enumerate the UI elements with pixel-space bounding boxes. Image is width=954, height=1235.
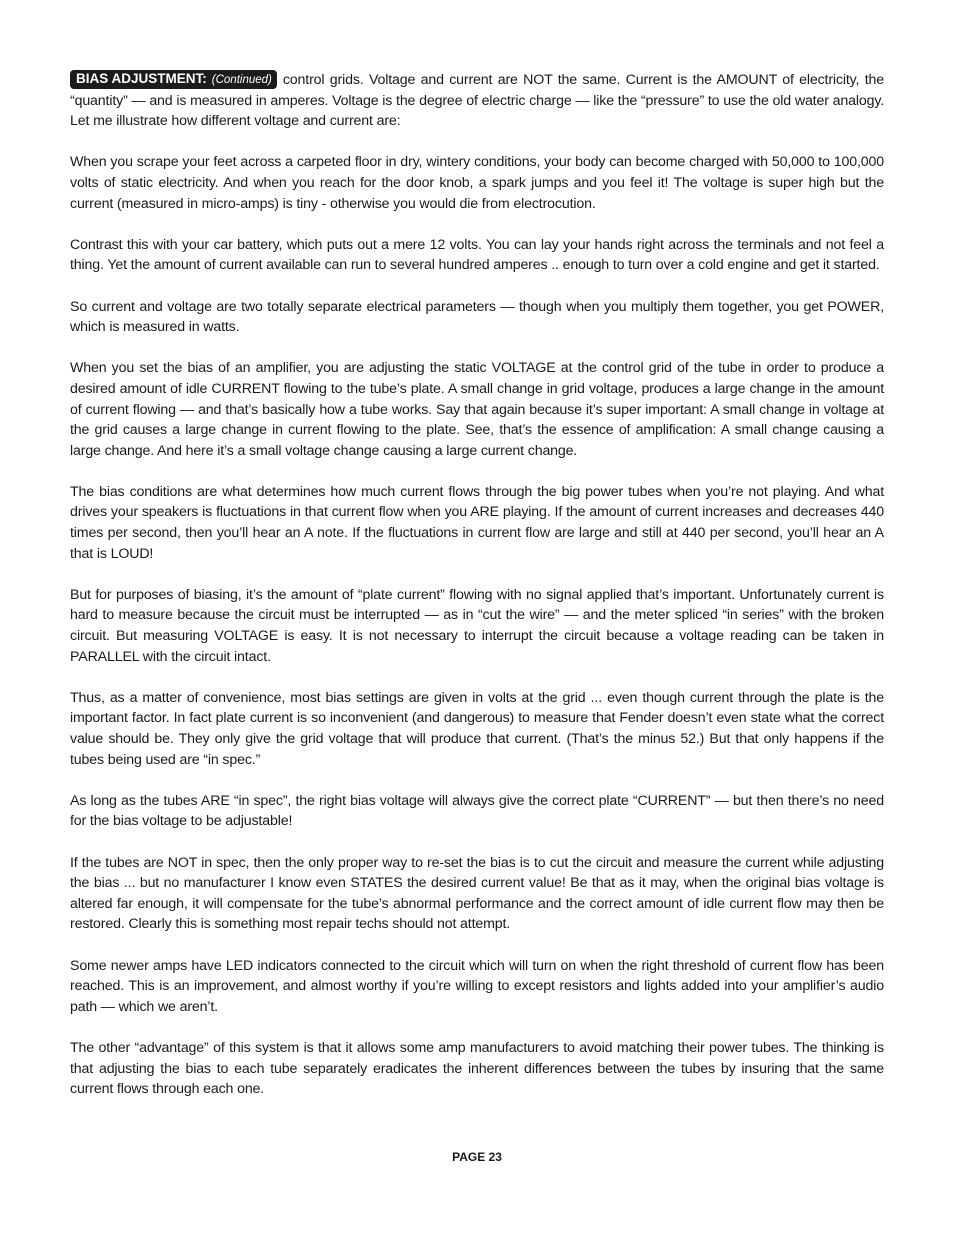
- paragraph: So current and voltage are two totally separate electrical parameters — though when you multiply them together, you get POWER, which is measured in watts.: [70, 298, 884, 336]
- paragraph: The bias conditions are what determines how much current flows through the big power tubes when you’re not playing. And what drives your speakers is fluctuations in that current flow when you ARE playing. If the amount of current increases and decreases 440 times per second, then you’ll hear an A note. If the fluctuations in current flow are large and still at 440 per second, you’ll hear an A that is LOUD!: [70, 483, 884, 562]
- section-badge: [70, 70, 277, 89]
- paragraph: When you set the bias of an amplifier, you are adjusting the static VOLTAGE at the control grid of the tube in order to produce a desired amount of idle CURRENT flowing to the tube’s plate. A small change in grid voltage, produces a large change in the amount of current flowing — and that’s basically how a tube works. Say that again because it’s super important: A small change in voltage at the grid causes a large change in current flowing to the plate. See, that’s the essence of amplification: A small change causing a large change. And here it’s a small voltage change causing a large current change.: [70, 360, 884, 459]
- section-subtitle: (Continued): [211, 74, 272, 86]
- paragraph: [70, 70, 884, 132]
- paragraph: Thus, as a matter of convenience, most bias settings are given in volts at the grid ... even though current through the plate is the important factor. In fact plate current is so inconvenient (and dangerous) to measure that Fender doesn’t even state what the correct value should be. They only give the grid voltage that will produce that current. (That’s the minus 52.) But that only happens if the tubes being used are “in spec.”: [70, 689, 884, 768]
- paragraph: As long as the tubes ARE “in spec”, the right bias voltage will always give the correct plate “CURRENT” — but then there’s no need for the bias voltage to be adjustable!: [70, 792, 884, 830]
- section-title: BIAS ADJUSTMENT:: [76, 71, 207, 86]
- paragraph-text: control grids. Voltage and current are NOT the same. Current is the AMOUNT of electricity, the “quantity” — and is measured in amperes. Voltage is the degree of electric charge — like the “pressure” to use the old water analogy. Let me illustrate how different voltage and current are:: [70, 72, 884, 130]
- paragraph: If the tubes are NOT in spec, then the only proper way to re-set the bias is to cut the circuit and measure the current while adjusting the bias ... but no manufacturer I know even STATES the desired current value! Be that as it may, when the original bias voltage is altered far enough, it will compensate for the tube’s abnormal performance and the correct amount of idle current flow may then be restored. Clearly this is something most repair techs should not attempt.: [70, 854, 884, 933]
- article-body: [70, 70, 884, 1120]
- paragraph: Contrast this with your car battery, which puts out a mere 12 volts. You can lay your hands right across the terminals and not feel a thing. Yet the amount of current available can run to several hundred amperes .. enough to turn over a cold engine and get it started.: [70, 236, 884, 274]
- page-number: PAGE 23: [452, 1150, 502, 1164]
- paragraph: Some newer amps have LED indicators connected to the circuit which will turn on when the right threshold of current flow has been reached. This is an improvement, and almost worthy if you’re willing to except resistors and lights added into your amplifier’s audio path — which we aren’t.: [70, 957, 884, 1015]
- paragraph: When you scrape your feet across a carpeted floor in dry, wintery conditions, your body can become charged with 50,000 to 100,000 volts of static electricity. And when you reach for the door knob, a spark jumps and you feel it! The voltage is super high but the current (measured in micro-amps) is tiny - otherwise you would die from electrocution.: [70, 154, 884, 212]
- paragraph: But for purposes of biasing, it’s the amount of “plate current” flowing with no signal applied that’s important. Unfortunately current is hard to measure because the circuit must be interrupted — as in “cut the wire” — and the meter spliced “in series” with the broken circuit. But measuring VOLTAGE is easy. It is not necessary to interrupt the circuit because a voltage reading can be taken in PARALLEL with the circuit intact.: [70, 586, 884, 665]
- paragraph: The other “advantage” of this system is that it allows some amp manufacturers to avoid matching their power tubes. The thinking is that adjusting the bias to each tube separately eradicates the inherent differences between the tubes by insuring that the same current flows through each one.: [70, 1039, 884, 1098]
